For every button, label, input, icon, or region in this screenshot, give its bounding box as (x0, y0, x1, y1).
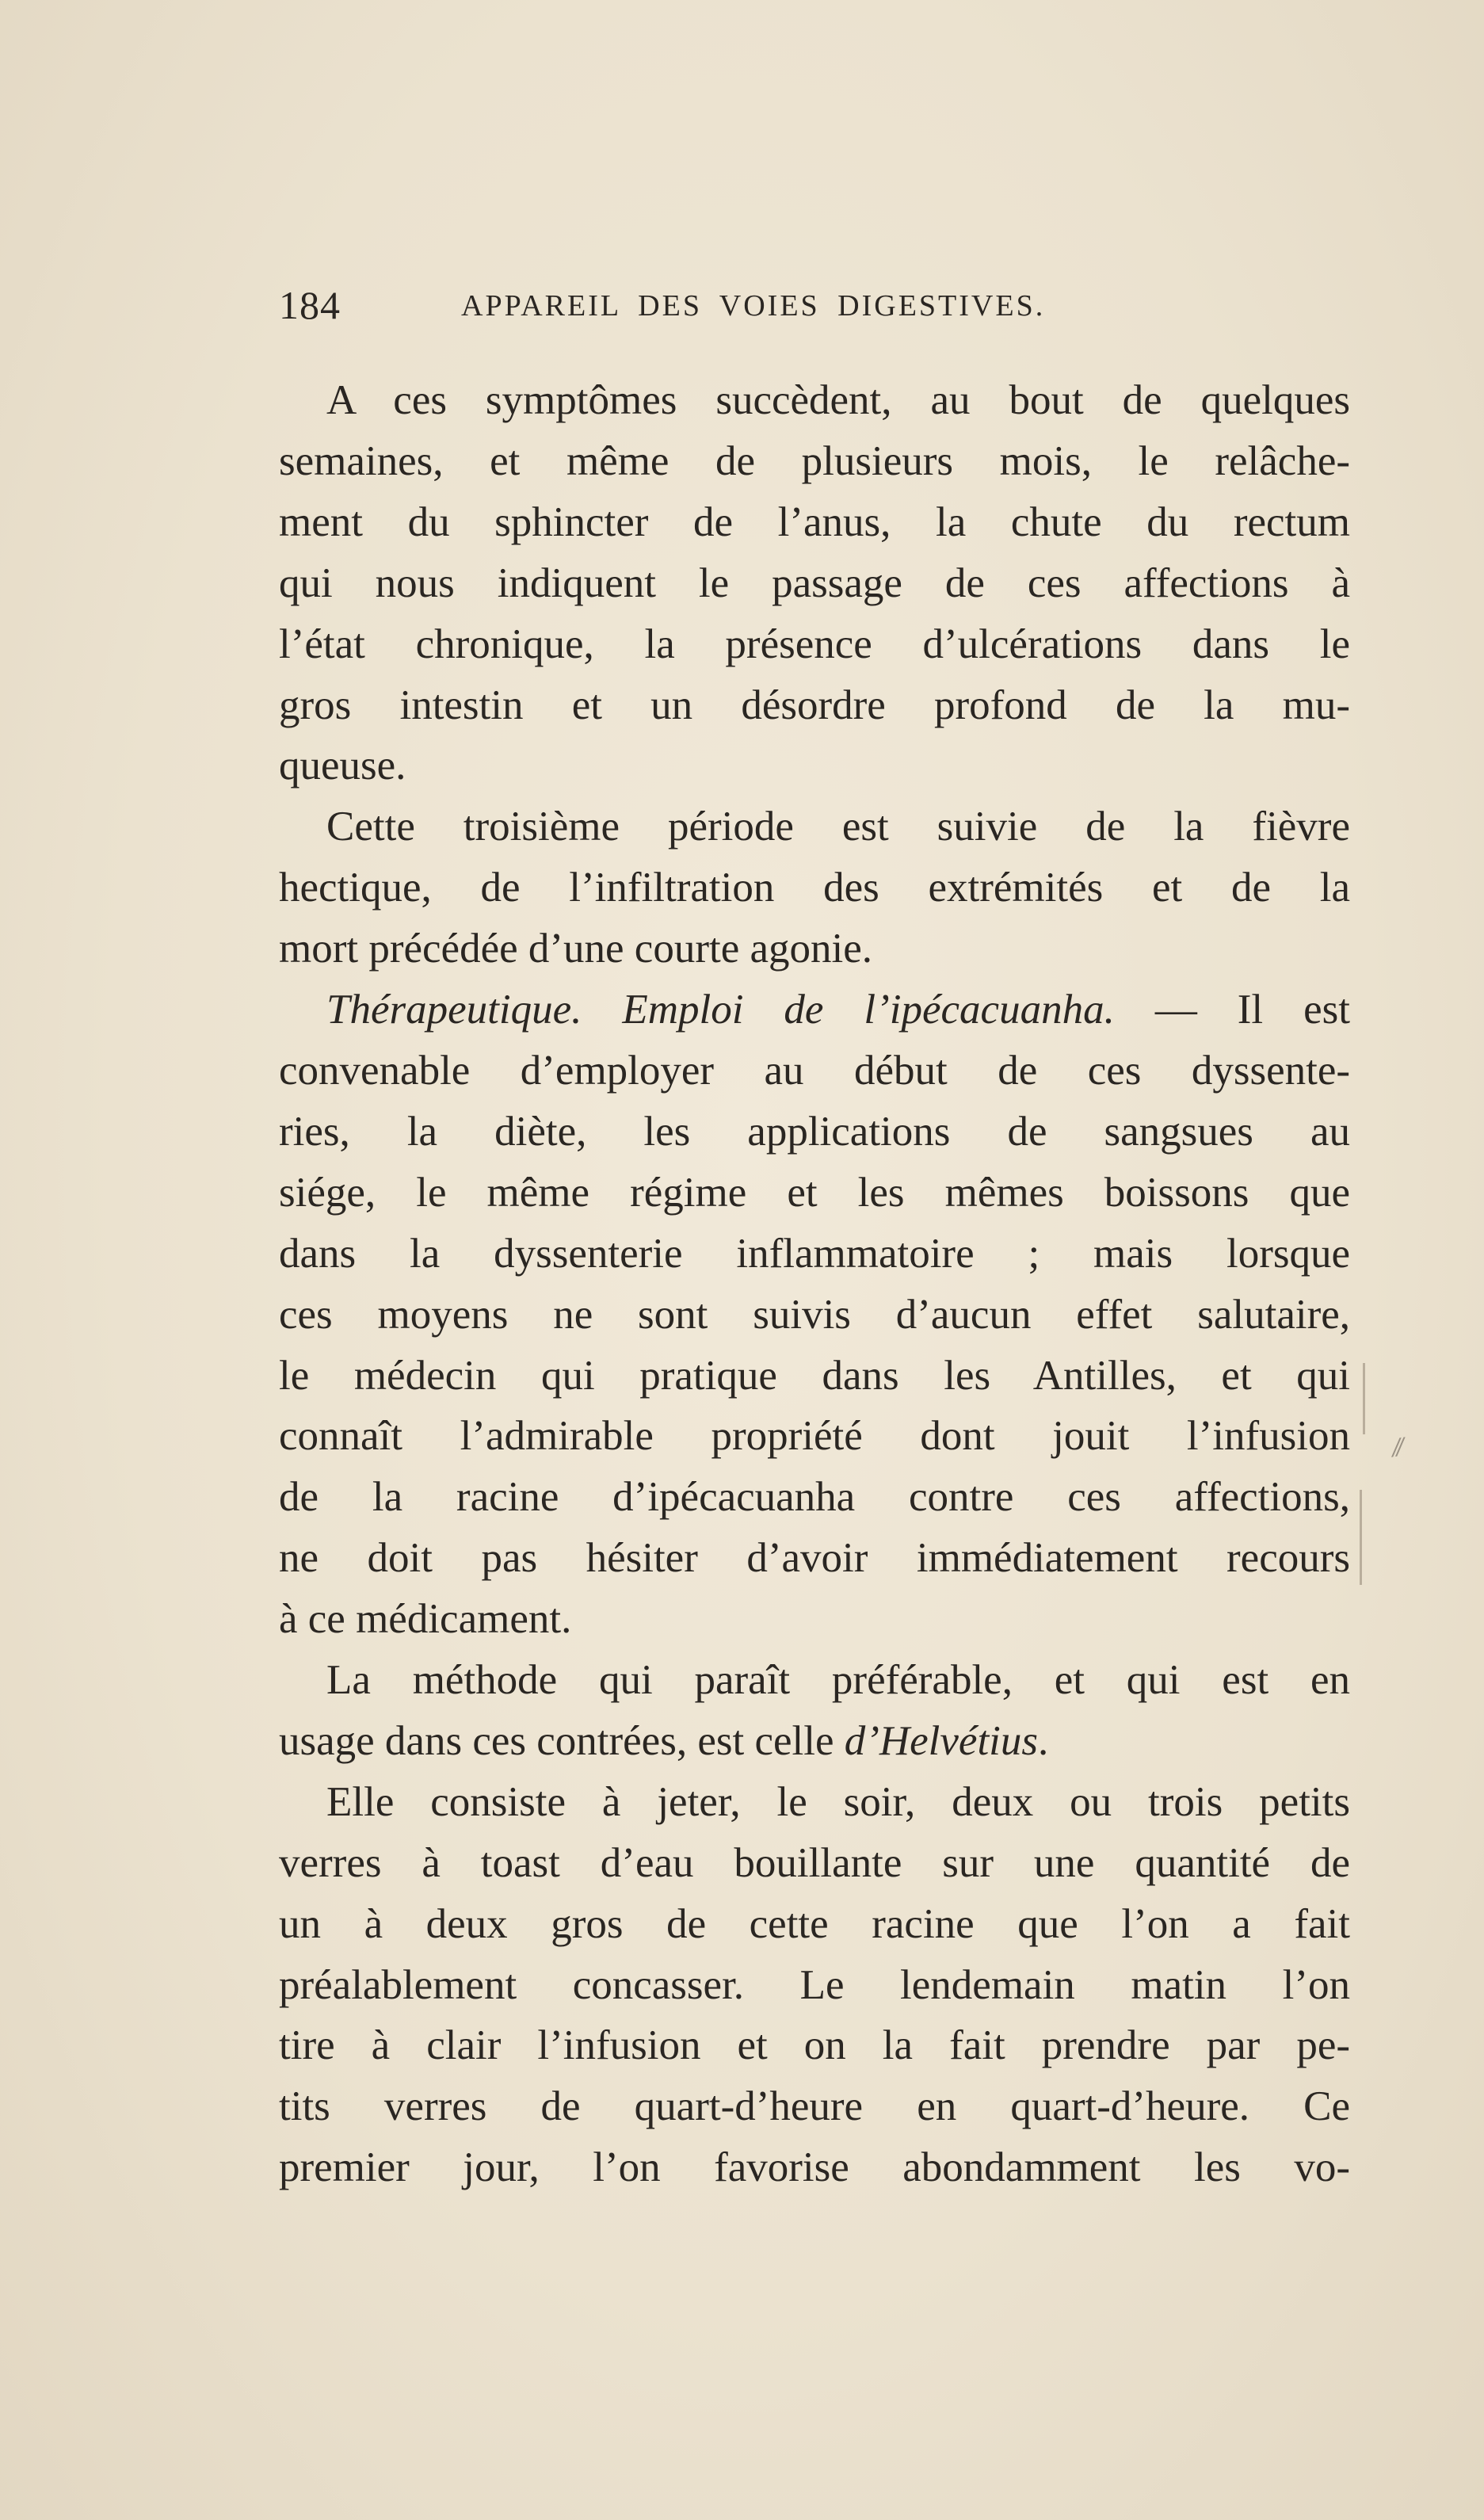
margin-pencil-line (1363, 1363, 1365, 1434)
text-line: gros intestin et un désordre profond de la mu- (279, 682, 1350, 728)
text-line: hectique, de l’infiltration des extrémités et de la (279, 865, 1350, 911)
running-title: APPAREIL DES VOIES DIGESTIVES. (461, 289, 1046, 323)
text-line: siége, le même régime et les mêmes boissons que (279, 1169, 1350, 1216)
text-line: ne doit pas hésiter d’avoir immédiatement recours (279, 1535, 1350, 1582)
margin-pencil-mark: ⁄⁄ (1392, 1434, 1405, 1463)
text-line: l’état chronique, la présence d’ulcérations dans le (279, 620, 1350, 667)
person-name: d’Helvétius (844, 1717, 1039, 1764)
text-line: qui nous indiquent le passage de ces affections à (279, 559, 1350, 606)
heading-continuation: — Il est (1114, 987, 1351, 1033)
text-line: préalablement concasser. Le lendemain matin l’on (279, 1961, 1350, 2008)
text-block (279, 281, 1350, 2198)
text-line: un à deux gros de cette racine que l’on a fait (279, 1900, 1350, 1947)
text-line: premier jour, l’on favorise abondamment les vo- (279, 2144, 1350, 2191)
text-line: ment du sphincter de l’anus, la chute du rectum (279, 498, 1350, 545)
paragraph-1 (279, 370, 1350, 796)
text-line: connaît l’admirable propriété dont jouit l’infusion (279, 1413, 1350, 1460)
text-line: La méthode qui paraît préférable, et qui est en (326, 1657, 1350, 1704)
paragraph-5 (279, 1772, 1350, 2198)
text-line: ries, la diète, les applications de sangsues au (279, 1108, 1350, 1155)
text-line: le médecin qui pratique dans les Antilles, et qui (279, 1352, 1350, 1399)
running-head (279, 281, 1350, 329)
paragraph-3 (279, 979, 1350, 1650)
text-line: ces moyens ne sont suivis d’aucun effet salutaire, (279, 1291, 1350, 1338)
text-line: Elle consiste à jeter, le soir, deux ou trois petits (326, 1778, 1350, 1825)
text-fragment: . (1038, 1717, 1049, 1764)
text-fragment: usage dans ces contrées, est celle (279, 1717, 845, 1764)
text-line: mort précédée d’une courte agonie. (279, 926, 872, 972)
text-line: convenable d’employer au début de ces dyssente- (279, 1047, 1350, 1094)
text-line-with-name (279, 1711, 1350, 1772)
text-line: queuse. (279, 743, 406, 789)
page-number: 184 (279, 283, 341, 327)
paragraph-4 (279, 1650, 1350, 1772)
text-line: tire à clair l’infusion et on la fait prendre par pe- (279, 2022, 1350, 2069)
text-line: A ces symptômes succèdent, au bout de quelques (326, 377, 1350, 423)
text-line: Cette troisième période est suivie de la fièvre (326, 804, 1350, 850)
text-line: semaines, et même de plusieurs mois, le relâche- (279, 437, 1350, 484)
text-line: de la racine d’ipécacuanha contre ces affections, (279, 1474, 1350, 1521)
paragraph-2 (279, 796, 1350, 979)
text-line: tits verres de quart-d’heure en quart-d’heure. Ce (279, 2083, 1350, 2130)
text-line: dans la dyssenterie inflammatoire ; mais lorsque (279, 1230, 1350, 1277)
margin-pencil-line (1360, 1490, 1362, 1585)
text-line: verres à toast d’eau bouillante sur une quantité de (279, 1839, 1350, 1886)
section-heading: Thérapeutique. Emploi de l’ipécacuanha. (326, 987, 1115, 1033)
section-heading-line (279, 979, 1350, 1040)
text-line: à ce médicament. (279, 1596, 572, 1643)
